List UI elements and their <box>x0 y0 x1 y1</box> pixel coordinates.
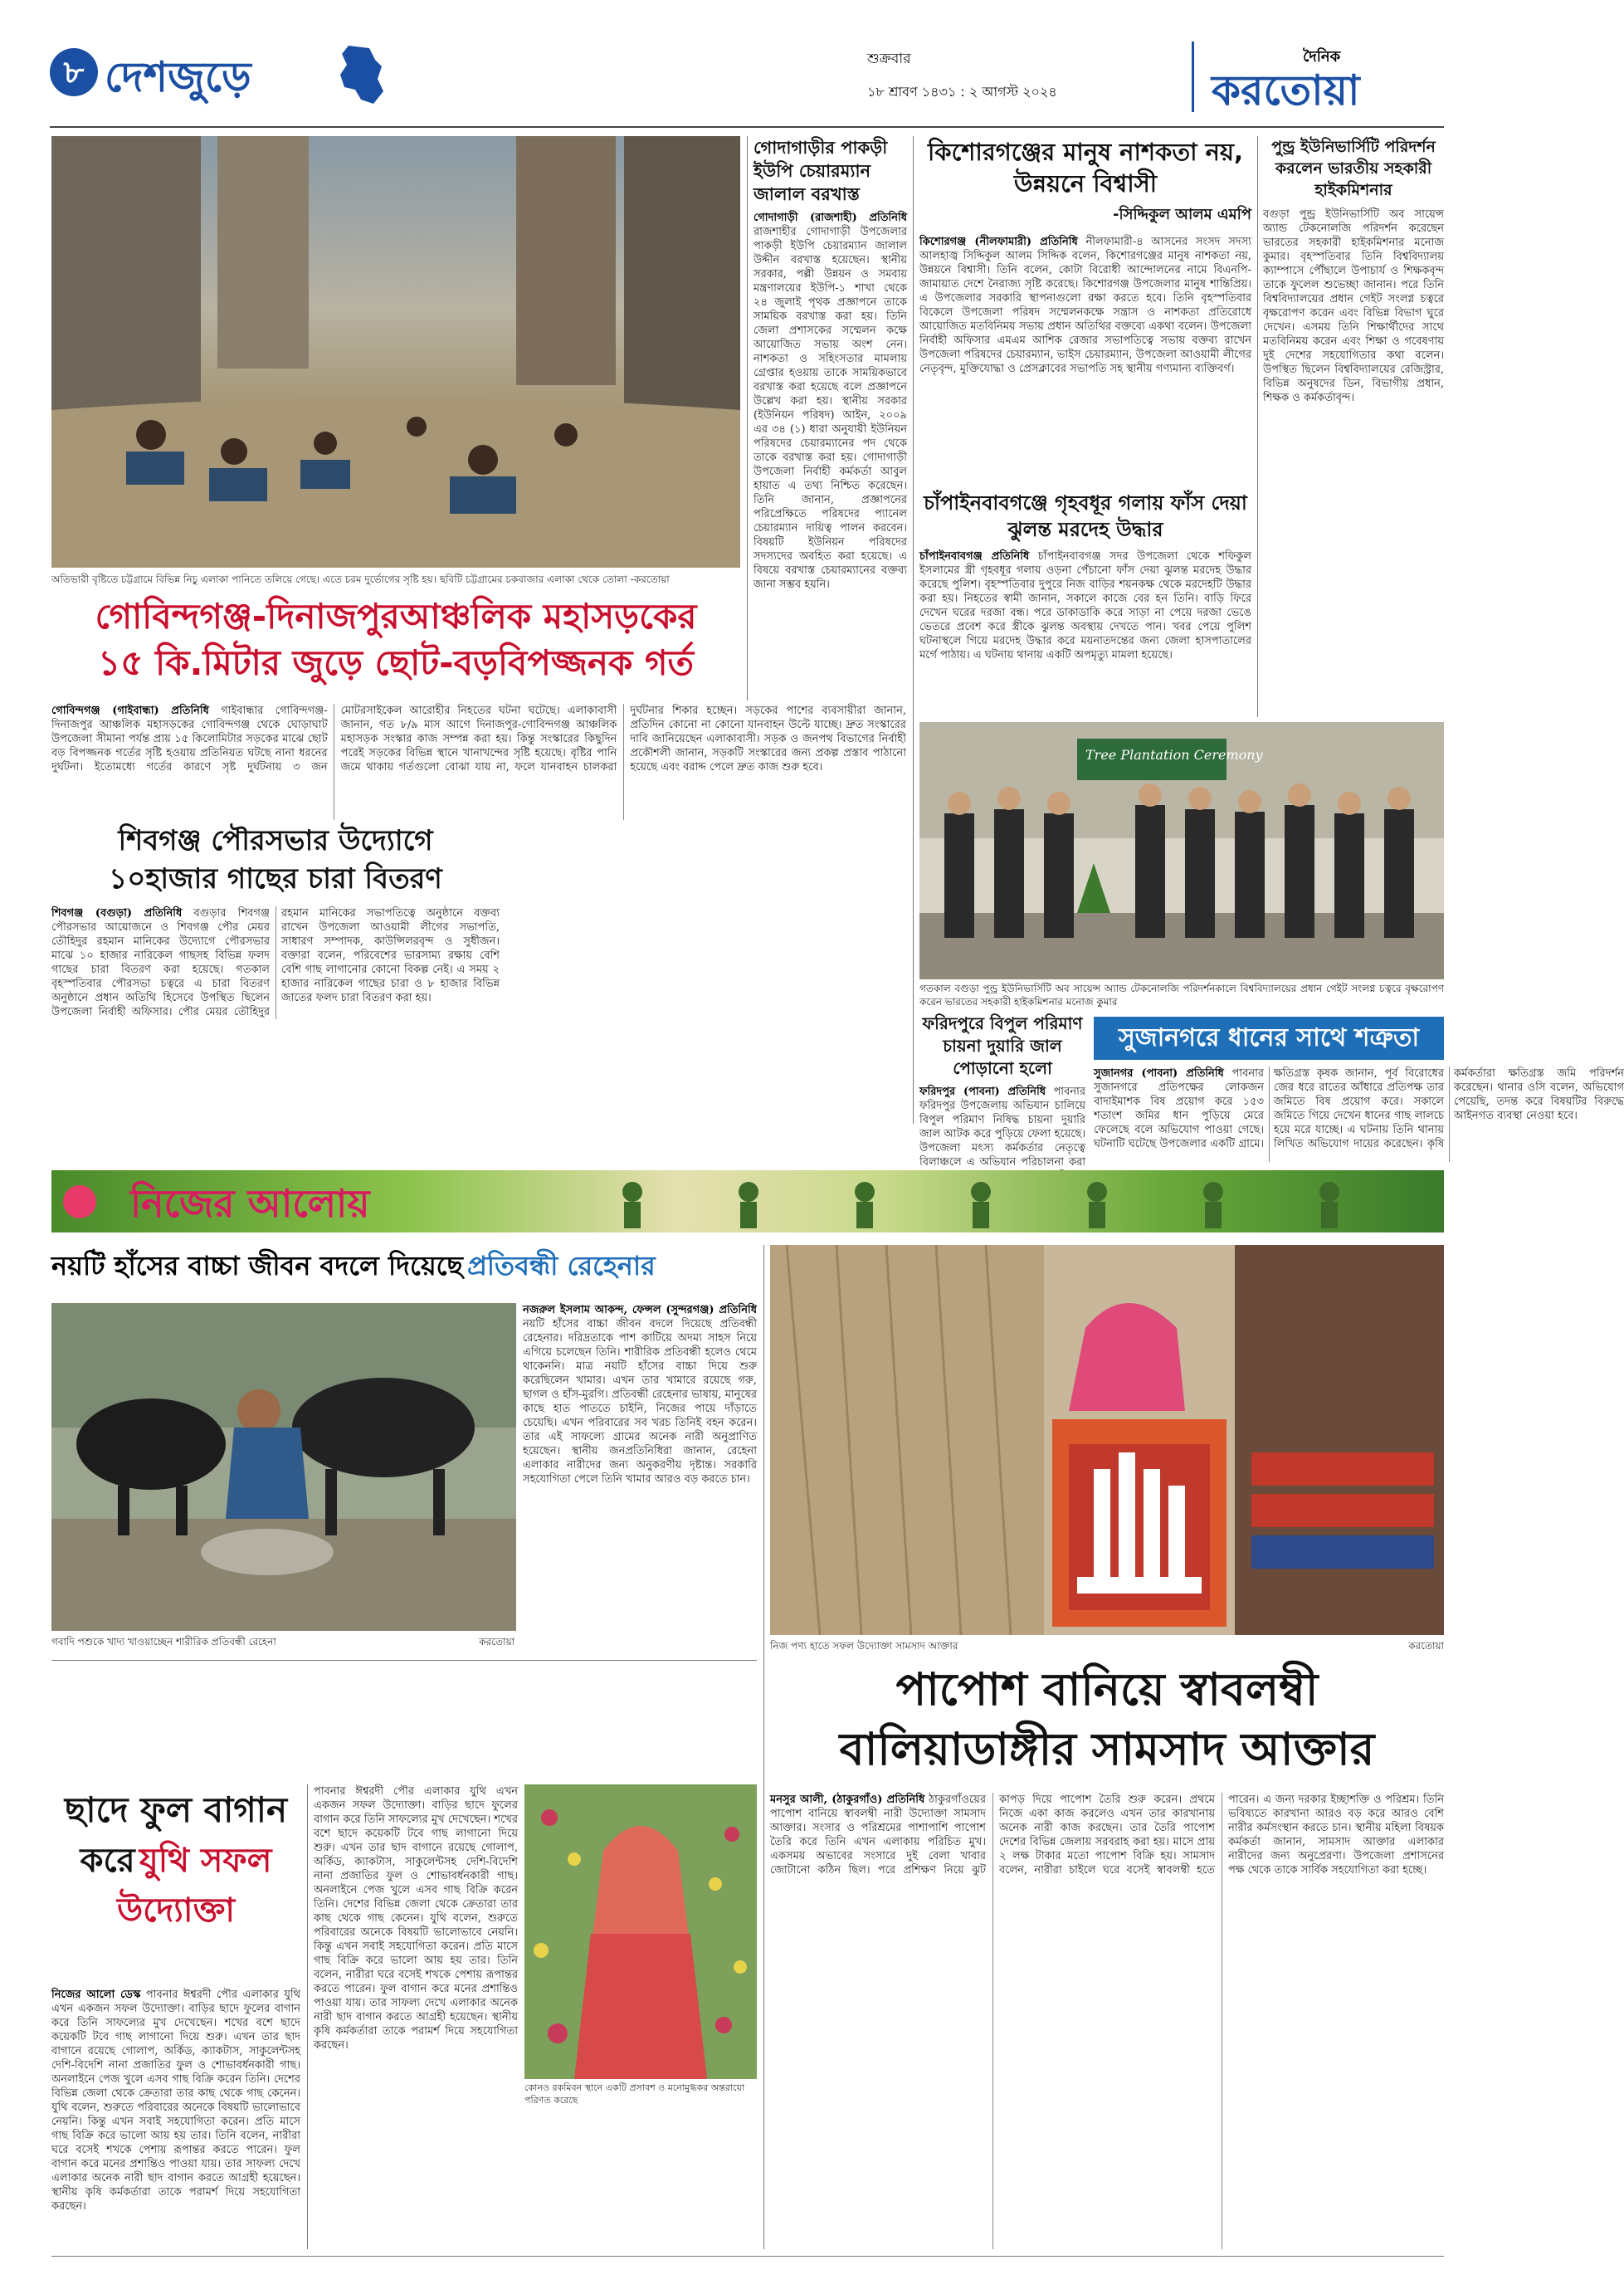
shibganj-dateline: শিবগঞ্জ (বগুড়া) প্রতিনিধি <box>51 907 183 920</box>
juthi-headline-line2b: যুথি সফল <box>139 1842 272 1880</box>
chapai-headline: চাঁপাইনবাবগঞ্জে গৃহবধূর গলায় ফাঁস দেয়া ঝুলন্ত মরদেহ উদ্ধার <box>924 491 1247 541</box>
papos-photo-caption: নিজ পণ্য হাতে সফল উদ্যোক্তা সামসাদ আক্তার <box>770 1640 958 1652</box>
papos-story-body <box>770 1793 1444 2249</box>
rehena-photo-credit: করতোয়া <box>479 1636 515 1647</box>
kishoreganj-body: নীলফামারী-৪ আসনের সংসদ সদস্য আলহাজ্ব সিদ্দিকুল আলম সিদ্দিক বলেন, কিশোরগঞ্জের মানুষ নাশকতা নয়, উন্নয়নে বিশ্বাসী। তিনি বলেন, কোটা বিরোধী আন্দোলনের নামে বিএনপি-জামায়াত দেশে নৈরাজ্য সৃষ্টি করেছে। কিশোরগঞ্জ উপজেলার মানুষ শান্তিপ্রিয়। এ উপজেলার সরকারি স্থাপনাগুলো রক্ষা করতে হবে। তিনি বৃহস্পতিবার বিকেলে উপজেলা পরিষদ সম্মেলনকক্ষে সন্ত্রাস ও নাশকতা প্রতিরোধে আয়োজিত মতবিনিময় সভায় প্রধান অতিথির বক্তব্যে একথা বলেন। উপজেলা নির্বাহী অফিসার এমএম আশিক রেজার সভাপতিত্বে সভায় বক্তব্য রাখেন উপজেলা পরিষদের চেয়ারম্যান, ভাইস চেয়ারম্যান, উপজেলা আওয়ামী লীগের নেতৃবৃন্দ, মুক্তিযোদ্ধা ও প্রেসক্লাবের সভাপতি সহ স্থানীয় গণ্যমান্য ব্যক্তিবর্গ। <box>919 236 1251 375</box>
masthead-divider <box>1192 41 1194 112</box>
rehena-body: নয়টি হাঁসের বাচ্চা জীবন বদলে দিয়েছে প্রতিবন্ধী রেহেনার। দরিদ্রতাকে পাশ কাটিয়ে অদম্য সাহস নিয়ে এগিয়ে চলেছেন তিনি। শারীরিক প্রতিবন্ধী হলেও থেমে থাকেননি। মাত্র নয়টি হাঁসের বাচ্চা দিয়ে শুরু করেছিলেন খামার। এখন তার খামারে রয়েছে গরু, ছাগল ও হাঁস-মুরগি। প্রতিবন্ধী রেহেনার ভাষায়, মানুষের কাছে হাত পাততে চাইনি, নিজের পায়ে দাঁড়াতে চেয়েছি। এখন পরিবারের সব খরচ তিনিই বহন করেন। তার এই সাফল্যে গ্রামের অনেক নারী অনুপ্রাণিত হয়েছেন। স্থানীয় জনপ্রতিনিধিরা জানান, রেহেনা এলাকার নারীদের জন্য অনুকরণীয় দৃষ্টান্ত। সরকারি সহযোগিতা পেলে তিনি খামার আরও বড় করতে চান। <box>523 1318 757 1486</box>
papos-photo <box>770 1245 1444 1635</box>
road-dateline: গোবিন্দগঞ্জ (গাইবান্ধা) প্রতিনিধি <box>51 705 209 717</box>
chapai-body: চাঁপাইনবাবগঞ্জ সদর উপজেলা থেকে শফিকুল ইসলামের স্ত্রী গৃহবধূর গলায় ওড়না পেঁচানো ফাঁস দেয়া ঝুলন্ত মরদেহ উদ্ধার করেছে পুলিশ। বৃহস্পতিবার দুপুরে নিজ বাড়ির শয়নকক্ষ থেকে মরদেহটি উদ্ধার করা হয়। নিহতের স্বামী জানান, সকালে কাজে বের হন তিনি। বাড়ি ফিরে দেখেন ঘরের দরজা বন্ধ। পরে ডাকাডাকি করে সাড়া না পেয়ে দরজা ভেঙে ভেতরে প্রবেশ করে স্ত্রীকে ঝুলন্ত অবস্থায় দেখতে পান। খবর পেয়ে পুলিশ ঘটনাস্থলে গিয়ে মরদেহ উদ্ধার করে ময়নাতদন্তের জন্য জেলা হাসপাতালের মর্গে পাঠায়। এ ঘটনায় থানায় একটি অপমৃত্যু মামলা হয়েছে। <box>919 550 1251 661</box>
nijer-aloy-banner <box>51 1170 1444 1232</box>
pundra-body: বগুড়া পুন্ড্র ইউনিভার্সিটি অব সায়েন্স অ্যান্ড টেকনোলজি পরিদর্শন করেছেন ভারতের সহকারী হাইকমিশনার মনোজ কুমার। বৃহস্পতিবার তিনি বিশ্ববিদ্যালয় ক্যাম্পাসে পৌঁছালে উপাচার্য ও শিক্ষকবৃন্দ তাকে ফুলেল শুভেচ্ছা জানান। পরে তিনি বিশ্ববিদ্যালয়ের প্রধান গেইট সংলগ্ন চত্বরে বৃক্ষরোপণ করেন এবং বিভিন্ন বিভাগ ঘুরে দেখেন। এসময় তিনি শিক্ষার্থীদের সাথে মতবিনিময় করেন এবং শিক্ষা ও গবেষণায় দুই দেশের সহযোগিতার কথা বলেন। উপস্থিত ছিলেন বিশ্ববিদ্যালয়ের রেজিস্ট্রার, বিভিন্ন অনুষদের ডিন, বিভাগীয় প্রধান, শিক্ষক ও কর্মকর্তাবৃন্দ। <box>1263 208 1444 404</box>
faridpur-dateline: ফরিদপুর (পাবনা) প্রতিনিধি <box>919 1086 1046 1098</box>
juthi-dateline: নিজের আলো ডেস্ক <box>51 1989 141 2001</box>
road-headline-line1: গোবিন্দগঞ্জ-দিনাজপুরআঞ্চলিক মহাসড়কের <box>95 596 697 637</box>
page-bottom-rule <box>51 2256 1444 2257</box>
rehena-photo-caption: গবাদি পশুকে খাদ্য খাওয়াচ্ছেন শারীরিক প্রতিবন্ধী রেহেনা <box>51 1636 276 1647</box>
rehena-dateline: নজরুল ইসলাম আকন্দ, ফেন্সল (সুন্দরগঞ্জ) প্রতিনিধি <box>523 1304 757 1316</box>
papos-body: ঠাকুরগাঁওয়ের পাপোশ বানিয়ে স্বাবলম্বী নারী উদ্যোক্তা সামসাদ আক্তার। সংসার ও পরিশ্রমের পাশাপাশি পাপোশ তৈরি করে তিনি এখন এলাকায় পরিচিত মুখ। একসময় অভাবের সংসারে দুই বেলা খাবার জোটানো কঠিন ছিল। পরে প্রশিক্ষণ নিয়ে ঝুট কাপড় দিয়ে পাপোশ তৈরি শুরু করেন। প্রথমে নিজে একা কাজ করলেও এখন তার কারখানায় অনেক নারী কাজ করছেন। তার তৈরি পাপোশ দেশের বিভিন্ন জেলায় সরবরাহ করা হয়। মাসে প্রায় ২ লক্ষ টাকার মতো পাপোশ বিক্রি হয়। সামসাদ বলেন, নারীরা চাইলে ঘরে বসেই স্বাবলম্বী হতে পারেন। এ জন্য দরকার ইচ্ছাশক্তি ও পরিশ্রম। তিনি ভবিষ্যতে কারখানা আরও বড় করে আরও বেশি নারীর কর্মসংস্থান করতে চান। স্থানীয় মহিলা বিষয়ক কর্মকর্তা জানান, সামসাদ আক্তার এলাকার নারীদের জন্য অনুপ্রেরণা। উপজেলা প্রশাসনের পক্ষ থেকে তাকে সার্বিক সহযোগিতা করা হচ্ছে। <box>770 1794 1444 1877</box>
rehena-story-body <box>523 1303 757 1652</box>
juthi-headline-line3: উদ্যোক্তা <box>117 1891 235 1930</box>
section-title: দেশজুড়ে <box>105 53 251 101</box>
masthead-rule <box>50 126 1444 128</box>
road-body: গাইবান্ধার গোবিন্দগঞ্জ-দিনাজপুর আঞ্চলিক মহাসড়কের গোবিন্দগঞ্জ থেকে ঘোড়াঘাট উপজেলা সীমানা পর্যন্ত প্রায় ১৫ কিলোমিটার সড়কের মাঝে ছোট বড় বিপজ্জনক গর্তের সৃষ্টি হওয়ায় প্রতিনিয়ত ঘটছে নানা ধরনের দুর্ঘটনা। ইতোমধ্যে গর্তের কারণে সৃষ্ট দুর্ঘটনায় ৩ জন মোটরসাইকেল আরোহীর নিহতের ঘটনা ঘটেছে। এলাকাবাসী জানান, গত ৮/৯ মাস আগে দিনাজপুর-গোবিন্দগঞ্জ আঞ্চলিক মহাসড়ক সংস্কার কাজ সম্পন্ন করা হয়। কিন্তু সংস্কারের কিছুদিন পরেই সড়কের বিভিন্ন স্থানে খানাখন্দের সৃষ্টি হয়েছে। বৃষ্টির পানি জমে থাকায় গর্তগুলো বোঝা যায় না, ফলে যানবাহন চালকরা দুর্ঘটনার শিকার হচ্ছেন। সড়কের পাশের ব্যবসায়ীরা জানান, প্রতিদিন কোনো না কোনো যানবাহন উল্টে যাচ্ছে। দ্রুত সংস্কারের দাবি জানিয়েছেন এলাকাবাসী। সড়ক ও জনপথ বিভাগের নির্বাহী প্রকৌশলী জানান, সড়কটি সংস্কারের জন্য প্রকল্প প্রস্তাব পাঠানো হয়েছে এবং বরাদ্দ পেলে দ্রুত কাজ শুরু হবে। <box>51 705 906 774</box>
sujanagar-dateline: সুজানগর (পাবনা) প্রতিনিধি <box>1094 1067 1224 1080</box>
godagari-story <box>753 136 907 709</box>
pundra-photo <box>919 722 1444 979</box>
pundra-caption: গতকাল বগুড়া পুন্ড্র ইউনিভার্সিটি অব সায়েন্স অ্যান্ড টেকনোলজি পরিদর্শনকালে বিশ্ববিদ্যালয়ের প্রধান গেইট সংলগ্ন চত্বরে বৃক্ষরোপণ করেন ভারতের সহকারী হাইকমিশনার মনোজ কুমার <box>919 983 1444 1008</box>
juthi-photo <box>524 1784 757 2079</box>
faridpur-story <box>919 1013 1085 1169</box>
shibganj-story <box>51 822 500 1154</box>
rehena-headline-part1: নয়টি হাঁসের বাচ্চা জীবন বদলে দিয়েছে <box>51 1250 463 1281</box>
masthead <box>50 41 1444 120</box>
day-label: শুক্রবার <box>867 51 911 67</box>
godagari-dateline: গোদাগাড়ী (রাজশাহী) প্রতিনিধি <box>753 212 907 224</box>
juthi-body-continued: পাবনার ঈশ্বরদী পৌর এলাকার যুথি এখন একজন সফল উদ্যোক্তা। বাড়ির ছাদে ফুলের বাগান করে তিনি সাফল্যের মুখ দেখেছেন। শখের বশে ছাদে কয়েকটি টবে গাছ লাগানো দিয়ে শুরু। এখন তার ছাদ বাগানে রয়েছে গোলাপ, অর্কিড, ক্যাকটাস, সাকুলেন্টসহ দেশি-বিদেশি নানা প্রজাতির ফুল ও শোভাবর্ধনকারী গাছ। অনলাইনে পেজ খুলে এসব গাছ বিক্রি করেন তিনি। দেশের বিভিন্ন জেলা থেকে ক্রেতারা তার কাছ থেকে গাছ কেনেন। যুথি বলেন, শুরুতে পরিবারের অনেকে বিষয়টি ভালোভাবে নেয়নি। কিন্তু এখন সবাই সহযোগিতা করেন। প্রতি মাসে গাছ বিক্রি করে ভালো আয় হয় তার। তিনি বলেন, নারীরা ঘরে বসেই শখকে পেশায় রূপান্তর করতে পারেন। ফুল বাগান করে মনের প্রশান্তিও পাওয়া যায়। তার সাফল্য দেখে এলাকার অনেক নারী ছাদ বাগান করতে আগ্রহী হয়েছেন। স্থানীয় কৃষি কর্মকর্তারা তাকে পরামর্শ দিয়ে সহযোগিতা করছেন। <box>314 1785 518 2052</box>
shibganj-headline-line2: ১০হাজার গাছের চারা বিতরণ <box>109 862 442 896</box>
godagari-headline: গোদাগাড়ীর পাকড়ী ইউপি চেয়ারম্যান জালাল বরখাস্ত <box>753 138 888 204</box>
faridpur-body: পাবনার ফরিদপুর উপজেলায় অভিযান চালিয়ে বিপুল পরিমাণ নিষিদ্ধ চায়না দুয়ারি জাল আটক করে পুড়িয়ে ফেলা হয়েছে। উপজেলা মৎস্য কর্মকর্তার নেতৃত্বে বিলাঞ্চলে এ অভিযান পরিচালনা করা <box>919 1086 1085 1169</box>
banner-flower-icon <box>63 1185 96 1218</box>
road-headline <box>51 593 740 693</box>
juthi-story-body <box>51 1988 300 2253</box>
pundra-photo-banner: Tree Plantation Ceremony <box>1085 747 1263 763</box>
paper-name: করতোয়া <box>1212 66 1360 115</box>
faridpur-headline: ফরিদপুরে বিপুল পরিমাণ চায়না দুয়ারি জাল পোড়ানো হলো <box>922 1013 1083 1078</box>
pundra-headline: পুন্ড্র ইউনিভার্সিটি পরিদর্শন করলেন ভারতীয় সহকারী হাইকমিশনার <box>1271 138 1436 199</box>
column-divider <box>763 1245 764 2249</box>
shibganj-headline-line1: শিবগঞ্জ পৌরসভার উদ্যোগে <box>118 824 433 857</box>
pundra-story <box>1263 136 1444 717</box>
road-headline-line2: ১৫ কি.মিটার জুড়ে ছোট-বড়বিপজ্জনক গর্ত <box>97 642 695 683</box>
papos-headline <box>770 1660 1444 1784</box>
section-rule <box>51 1660 757 1661</box>
papos-headline-line2: বালিয়াডাঙ্গীর সামসাদ আক্তার <box>839 1723 1375 1775</box>
kishoreganj-byline: -সিদ্দিকুল আলম এমপি <box>1113 206 1251 223</box>
column-divider <box>747 136 748 700</box>
column-divider <box>1257 136 1258 717</box>
sujanagar-body: পাবনার সুজানগরে প্রতিপক্ষের লোকজন বাদাইমাশক বিষ প্রয়োগ করে ১৫৩ শতাংশ জমির ধান পুড়িয়ে মেরে ফেলেছে বলে অভিযোগ পাওয়া গেছে। ঘটনাটি ঘটেছে উপজেলার একটি গ্রামে। ক্ষতিগ্রস্ত কৃষক জানান, পূর্ব বিরোধের জের ধরে রাতের আঁধারে প্রতিপক্ষ তার জমিতে বিষ প্রয়োগ করে। সকালে জমিতে গিয়ে দেখেন ধানের গাছ লালচে হয়ে মরে যাচ্ছে। এ ঘটনায় তিনি থানায় লিখিত অভিযোগ দায়ের করেছেন। কৃষি কর্মকর্তারা ক্ষতিগ্রস্ত জমি পরিদর্শন করেছেন। থানার ওসি বলেন, অভিযোগ পেয়েছি, তদন্ত করে বিষয়টির বিরুদ্ধে আইনগত ব্যবস্থা নেওয়া হবে। <box>1094 1067 1624 1150</box>
papos-headline-line1: পাপোশ বানিয়ে স্বাবলম্বী <box>895 1663 1319 1716</box>
chapai-story <box>919 490 1251 718</box>
kishoreganj-headline: কিশোরগঞ্জের মানুষ নাশকতা নয়, উন্নয়নে বিশ্বাসী <box>928 138 1243 198</box>
juthi-headline-line1: ছাদে ফুল বাগান <box>64 1789 288 1830</box>
kishoreganj-story <box>919 136 1251 485</box>
juthi-body: পাবনার ঈশ্বরদী পৌর এলাকার যুথি এখন একজন সফল উদ্যোক্তা। বাড়ির ছাদে ফুলের বাগান করে তিনি সাফল্যের মুখ দেখেছেন। শখের বশে ছাদে কয়েকটি টবে গাছ লাগানো দিয়ে শুরু। এখন তার ছাদ বাগানে রয়েছে গোলাপ, অর্কিড, ক্যাকটাস, সাকুলেন্টসহ দেশি-বিদেশি নানা প্রজাতির ফুল ও শোভাবর্ধনকারী গাছ। অনলাইনে পেজ খুলে এসব গাছ বিক্রি করেন তিনি। দেশের বিভিন্ন জেলা থেকে ক্রেতারা তার কাছ থেকে গাছ কেনেন। যুথি বলেন, শুরুতে পরিবারের অনেকে বিষয়টি ভালোভাবে নেয়নি। কিন্তু এখন সবাই সহযোগিতা করেন। প্রতি মাসে গাছ বিক্রি করে ভালো আয় হয় তার। তিনি বলেন, নারীরা ঘরে বসেই শখকে পেশায় রূপান্তর করতে পারেন। ফুল বাগান করে মনের প্রশান্তিও পাওয়া যায়। তার সাফল্য দেখে এলাকার অনেক নারী ছাদ বাগান করতে আগ্রহী হয়েছেন। স্থানীয় কৃষি কর্মকর্তারা তাকে পরামর্শ দিয়ে সহযোগিতা করছেন। <box>51 1989 300 2213</box>
nijer-aloy-title: নিজের আলোয় <box>130 1181 370 1226</box>
godagari-body: রাজশাহীর গোদাগাড়ী উপজেলার পাকড়ী ইউপি চেয়ারম্যান জালাল উদ্দীন বরখাস্ত হয়েছেন। স্থানীয় সরকার, পল্লী উন্নয়ন ও সমবায় মন্ত্রণালয়ের ইউপি-১ শাখা থেকে ২৪ জুলাই পৃথক প্রজ্ঞাপনে তাকে সাময়িক বরখাস্ত করা হয়। তিনি জেলা প্রশাসকের সম্মেলন কক্ষে আয়োজিত সভায় অংশ নেন। নাশকতা ও সহিংসতার মামলায় গ্রেপ্তার হওয়ায় তাকে সাময়িকভাবে বরখাস্ত করা হয়েছে বলে প্রজ্ঞাপনে উল্লেখ করা হয়। স্থানীয় সরকার (ইউনিয়ন পরিষদ) আইন, ২০০৯ এর ৩৪ (১) ধারা অনুযায়ী ইউনিয়ন পরিষদের চেয়ারম্যানের পদ থেকে তাকে বরখাস্ত করা হয়। গোদাগাড়ী উপজেলা নির্বাহী কর্মকর্তা আবুল হায়াত এ তথ্য নিশ্চিত করেছেন। তিনি জানান, প্রজ্ঞাপনের পরিপ্রেক্ষিতে পরিষদের প্যানেল চেয়ারম্যান দায়িত্ব পালন করবেন। বিষয়টি ইউনিয়ন পরিষদের সদস্যদের অবহিত করা হয়েছে। এ বিষয়ে বরখাস্ত চেয়ারম্যানের বক্তব্য জানা সম্ভব হয়নি। <box>753 226 907 591</box>
flood-caption: অতিভারী বৃষ্টিতে চট্টগ্রামে বিভিন্ন নিচু এলাকা পানিতে তলিয়ে গেছে। এতে চরম দুর্ভোগের সৃষ্টি হয়। ছবিটি চট্টগ্রামের চকবাজার এলাকা থেকে তোলা -করতোয়া <box>51 574 670 585</box>
rehena-headline <box>51 1245 757 1295</box>
juthi-headline <box>51 1784 300 1984</box>
bangladesh-map-icon <box>332 41 390 108</box>
road-story-body <box>51 704 906 820</box>
juthi-headline-line2a: করে <box>80 1842 135 1880</box>
sujanagar-headline-box <box>1094 1017 1444 1060</box>
rehena-headline-part2: প্রতিবন্ধী রেহেনার <box>467 1250 656 1281</box>
paper-name-small: দৈনিক <box>1303 48 1341 66</box>
kishoreganj-dateline: কিশোরগঞ্জ (নীলফামারী) প্রতিনিধি <box>919 236 1078 248</box>
papos-dateline: মনসুর আলী, (ঠাকুরগাঁও) প্রতিনিধি <box>770 1794 925 1806</box>
juthi-photo-caption: কোনও রকমিবন স্থানে একটি প্রসাবশ ও মনোমুগ্ধকর অন্তরায়ো পরিণত করেছে <box>524 2082 745 2106</box>
papos-photo-credit: করতোয়া <box>1408 1640 1444 1652</box>
rehena-photo <box>51 1303 516 1631</box>
issue-date: ১৮ শ্রাবণ ১৪৩১ : ২ আগস্ট ২০২৪ <box>867 84 1057 100</box>
column-divider <box>307 1784 308 2249</box>
flood-photo <box>51 136 740 568</box>
sujanagar-story-body <box>1094 1066 1624 1162</box>
page-number-badge: ৮ <box>50 48 98 96</box>
column-divider <box>913 136 914 1124</box>
sujanagar-headline: সুজানগরে ধানের সাথে শত্রুতা <box>1118 1023 1420 1052</box>
chapai-dateline: চাঁপাইনবাবগঞ্জ প্রতিনিধি <box>919 550 1030 563</box>
shibganj-body: বগুড়ার শিবগঞ্জ পৌরসভার আয়োজনে ও শিবগঞ্জ পৌর মেয়র তৌহিদুর রহমান মানিকের উদ্যোগে পৌরসভার মাঝে ১০ হাজার নারিকেল গাছসহ বিভিন্ন ফলদ গাছের চারা বিতরণ করা হয়েছে। গতকাল বৃহস্পতিবার পৌরসভা চত্বরে এ চারা বিতরণ অনুষ্ঠানে প্রধান অতিথি হিসেবে উপস্থিত ছিলেন উপজেলা নির্বাহী অফিসার। পৌর মেয়র তৌহিদুর রহমান মানিকের সভাপতিত্বে অনুষ্ঠানে বক্তব্য রাখেন উপজেলা আওয়ামী লীগের সভাপতি, সাধারণ সম্পাদক, কাউন্সিলরবৃন্দ ও সুধীজন। বক্তারা বলেন, পরিবেশের ভারসাম্য রক্ষায় বেশি বেশি গাছ লাগানোর কোনো বিকল্প নেই। এ সময় ২ হাজার নারিকেল গাছের চারা ও ৮ হাজার বিভিন্ন জাতের ফলদ চারা বিতরণ করা হয়। <box>51 907 500 1018</box>
juthi-story-body-continued <box>314 1784 518 2249</box>
banner-people-art <box>591 1175 1429 1228</box>
